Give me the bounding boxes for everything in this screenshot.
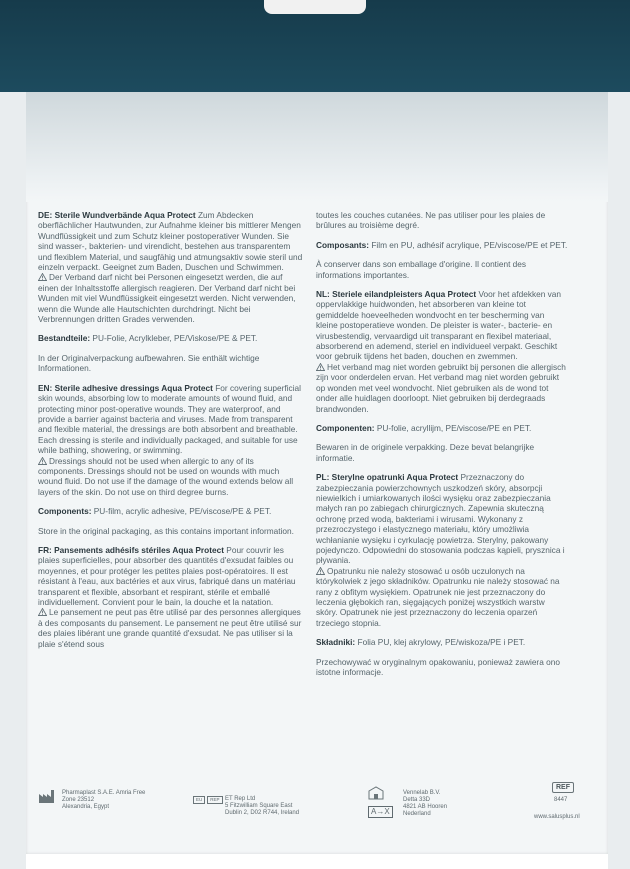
pl-body: Przeznaczony do zabezpieczania powierzchownych uszkodzeń skóry, absorpcji niewielkich i umiarkowanych ilości wysięku oraz zabezpieczania małych ran po zabiegach chirurgicznych. Zapewnia skuteczną ochronę przed wodą, bakteriami i wirusami. Wykonany z przezroczystego i elastycznego materiału, który umożliwia wchłanianie wysięku i cyrkulację powietrza. Sterylny, pakowany pojedynczo. Odpowiedni do stosowania podczas kąpieli, prysznica i pływania. — [316, 472, 565, 566]
fr-warning: Le pansement ne peut pas être utilisé par des personnes allergiques à des composants du pansement. Le pansement ne peut être utilisé sur des plaies libérant une grande quantité d'exsudat. Ne pas utiliser si la plaie s'étend sous — [38, 607, 302, 649]
ref-number: 8447 — [554, 797, 568, 803]
eu-rep-line: Dublin 2, D02 R744, Ireland — [225, 810, 300, 816]
en-title: EN: Sterile adhesive dressings Aqua Protect — [38, 382, 213, 393]
manufacturer-factory-icon — [38, 788, 56, 804]
fr-components-text: Film en PU, adhésif acrylique, PE/viscose/PE et PET. — [369, 239, 568, 250]
importer-line: Nederland — [403, 811, 431, 817]
de-body: Zum Abdecken oberflächlicher Hautwunden, zur Aufnahme kleiner bis mittlerer Mengen Wundflüssigkeit und zum Schutz kleiner postoperativer Wunden. Sie sind wasser-, bakterien- und virendicht, bestehen aus transparentem und flexiblem Material, und saugfähig und atmungsaktiv sowie steril und einzeln verpackt. Geeignet zum Baden, Duschen und Schwimmen. — [38, 210, 303, 273]
importer-line: 4821 AB Hooren — [403, 804, 448, 810]
pl-title: PL: Sterylne opatrunki Aqua Protect — [316, 472, 459, 483]
manufacturer-line: Pharmaplast S.A.E. Amria Free — [62, 790, 146, 796]
de-title: DE: Sterile Wundverbände Aqua Protect — [38, 210, 196, 220]
eu-label: EU — [193, 796, 205, 804]
translation-symbol: A→X — [368, 806, 393, 818]
fr-description — [38, 545, 303, 649]
warning-icon — [316, 567, 325, 575]
pl-components-text: Folia PU, klej akrylowy, PE/wiskoza/PE i PET. — [355, 637, 526, 648]
right-column — [316, 210, 568, 686]
importer-line: Vennelab B.V. — [403, 790, 441, 796]
fr-body: Pour couvrir les plaies superficielles, pour absorber des quantités d'exsudat faibles ou moyennes, et pour protéger les petites plaies post-opératoires. Il est résistant à l'eau, aux bactéries et aux virus, fabriqué dans un matériau transparent et flexible, absorbant et respirant, stérile et emballé individuellement. Convient pour le bain, la douche et la natation. — [38, 544, 296, 607]
en-warning: Dressings should not be used when allergic to any of its components. Dressings should not be used on wounds with much wound fluid. Do not use if the damage of the wound extends below all layers of the skin. Do not use on third degree burns. — [38, 455, 294, 497]
en-description — [38, 383, 303, 497]
pl-components-label: Składniki: — [316, 637, 356, 648]
nl-description — [316, 289, 568, 414]
rep-label: REP — [207, 796, 222, 804]
nl-components-text: PU-folie, acryllijm, PE/viscose/PE en PET. — [374, 422, 532, 433]
de-components — [38, 333, 303, 343]
header-band — [26, 92, 608, 202]
nl-storage: Bewaren in de originele verpakking. Deze bevat belangrijke informatie. — [316, 442, 535, 463]
importer-line: Detta 33D — [403, 797, 431, 803]
nl-body: Voor het afdekken van oppervlakkige huidwonden, het absorberen van kleine tot gemiddelde hoeveelheden wondvocht en ter bescherming van kleine postoperatieve wonden. De pleister is water-, bacterie- en virusbestendig, vervaardigd uit transparant en flexibel materiaal, absorberend en ademend, steriel en individueel verpakt. Geschikt voor gebruik tijdens het baden, douchen en zwemmen. — [316, 289, 562, 362]
website-url: www.salusplus.nl — [534, 814, 580, 820]
pl-storage: Przechowywać w oryginalnym opakowaniu, ponieważ zawiera ono istotne informacje. — [316, 656, 560, 678]
eu-rep-line: ET Rep Ltd — [225, 796, 256, 802]
en-body: For covering superficial skin wounds, absorbing low to moderate amounts of wound fluid, and protecting minor post-operative wounds. They are waterproof, and provide a barrier against bacteria and viruses. Made from transparent and flexible material, the dressings are both absorbent and breathable. Each dressing is sterile and individually packaged, and suitable for use while bathing, showering, or swimming. — [38, 382, 301, 456]
box-side-left — [0, 92, 26, 869]
importer-building-icon — [368, 786, 384, 800]
en-components — [38, 506, 303, 516]
warning-icon — [316, 363, 325, 371]
warning-icon — [38, 457, 47, 465]
box-side-right — [608, 92, 630, 869]
pl-components — [316, 637, 568, 647]
de-warning: Der Verband darf nicht bei Personen eingesetzt werden, die auf einen der Inhaltsstoffe allergisch reagieren. Der Verband darf nicht bei Wunden mit viel Wundflüssigkeit eingesetzt werden. Nicht verwenden, wenn die Wunde alle Hautschichten durchdringt. Nicht bei Verbrennungen dritten Grades verwenden. — [38, 272, 296, 325]
fr-components — [316, 240, 568, 250]
pl-warning: Opatrunku nie należy stosować u osób uczulonych na którykolwiek z jego składników. Opatrunku nie należy stosować na rany z obfitym wysiękiem. Opatrunek nie jest przeznaczony do leczenia głębokich ran, sięgających poniżej wszystkich warstw skóry. Opatrunek nie jest przeznaczony do leczenia oparzeń trzeciego stopnia. — [316, 565, 560, 628]
fr-storage: À conserver dans son emballage d'origine. Il contient des informations importantes. — [316, 259, 527, 280]
nl-title: NL: Steriele eilandpleisters Aqua Protect — [316, 289, 477, 300]
de-description — [38, 210, 303, 324]
hang-hole — [264, 0, 366, 14]
en-components-text: PU-film, acrylic adhesive, PE/viscose/PE & PET. — [91, 506, 272, 517]
box-top-flap — [0, 0, 630, 92]
eu-rep-line: 5 Fitzwilliam Square East — [225, 803, 293, 809]
warning-icon — [38, 608, 47, 616]
nl-warning: Het verband mag niet worden gebruikt bij personen die allergisch zijn voor onderdelen ervan. Het verband mag niet worden gebruikt op wonden met veel wondvocht. Niet gebruiken als de wond tot onder alle huidlagen doorloopt. Niet gebruiken bij derdegraads brandwonden. — [316, 361, 566, 414]
ref-label: REF — [552, 782, 574, 793]
left-column — [38, 210, 303, 658]
manufacturer-line: Alexandria, Egypt — [62, 804, 110, 810]
fr-continued: toutes les couches cutanées. Ne pas utiliser pour les plaies de brûlures au troisième degré. — [316, 210, 546, 231]
nl-components — [316, 423, 568, 433]
nl-components-label: Componenten: — [316, 422, 375, 433]
warning-icon — [38, 273, 47, 281]
de-components-label: Bestandteile: — [38, 333, 91, 344]
de-components-text: PU-Folie, Acrylkleber, PE/Viskose/PE & PET. — [90, 333, 258, 344]
en-components-label: Components: — [38, 506, 92, 517]
de-storage: In der Originalverpackung aufbewahren. Sie enthält wichtige Informationen. — [38, 352, 260, 374]
fr-components-label: Composants: — [316, 239, 370, 250]
manufacturer-line: Zone 23512 — [62, 797, 95, 803]
pl-description — [316, 472, 568, 628]
fr-title: FR: Pansements adhésifs stériles Aqua Protect — [38, 544, 224, 555]
en-storage: Store in the original packaging, as this contains important information. — [38, 525, 294, 536]
